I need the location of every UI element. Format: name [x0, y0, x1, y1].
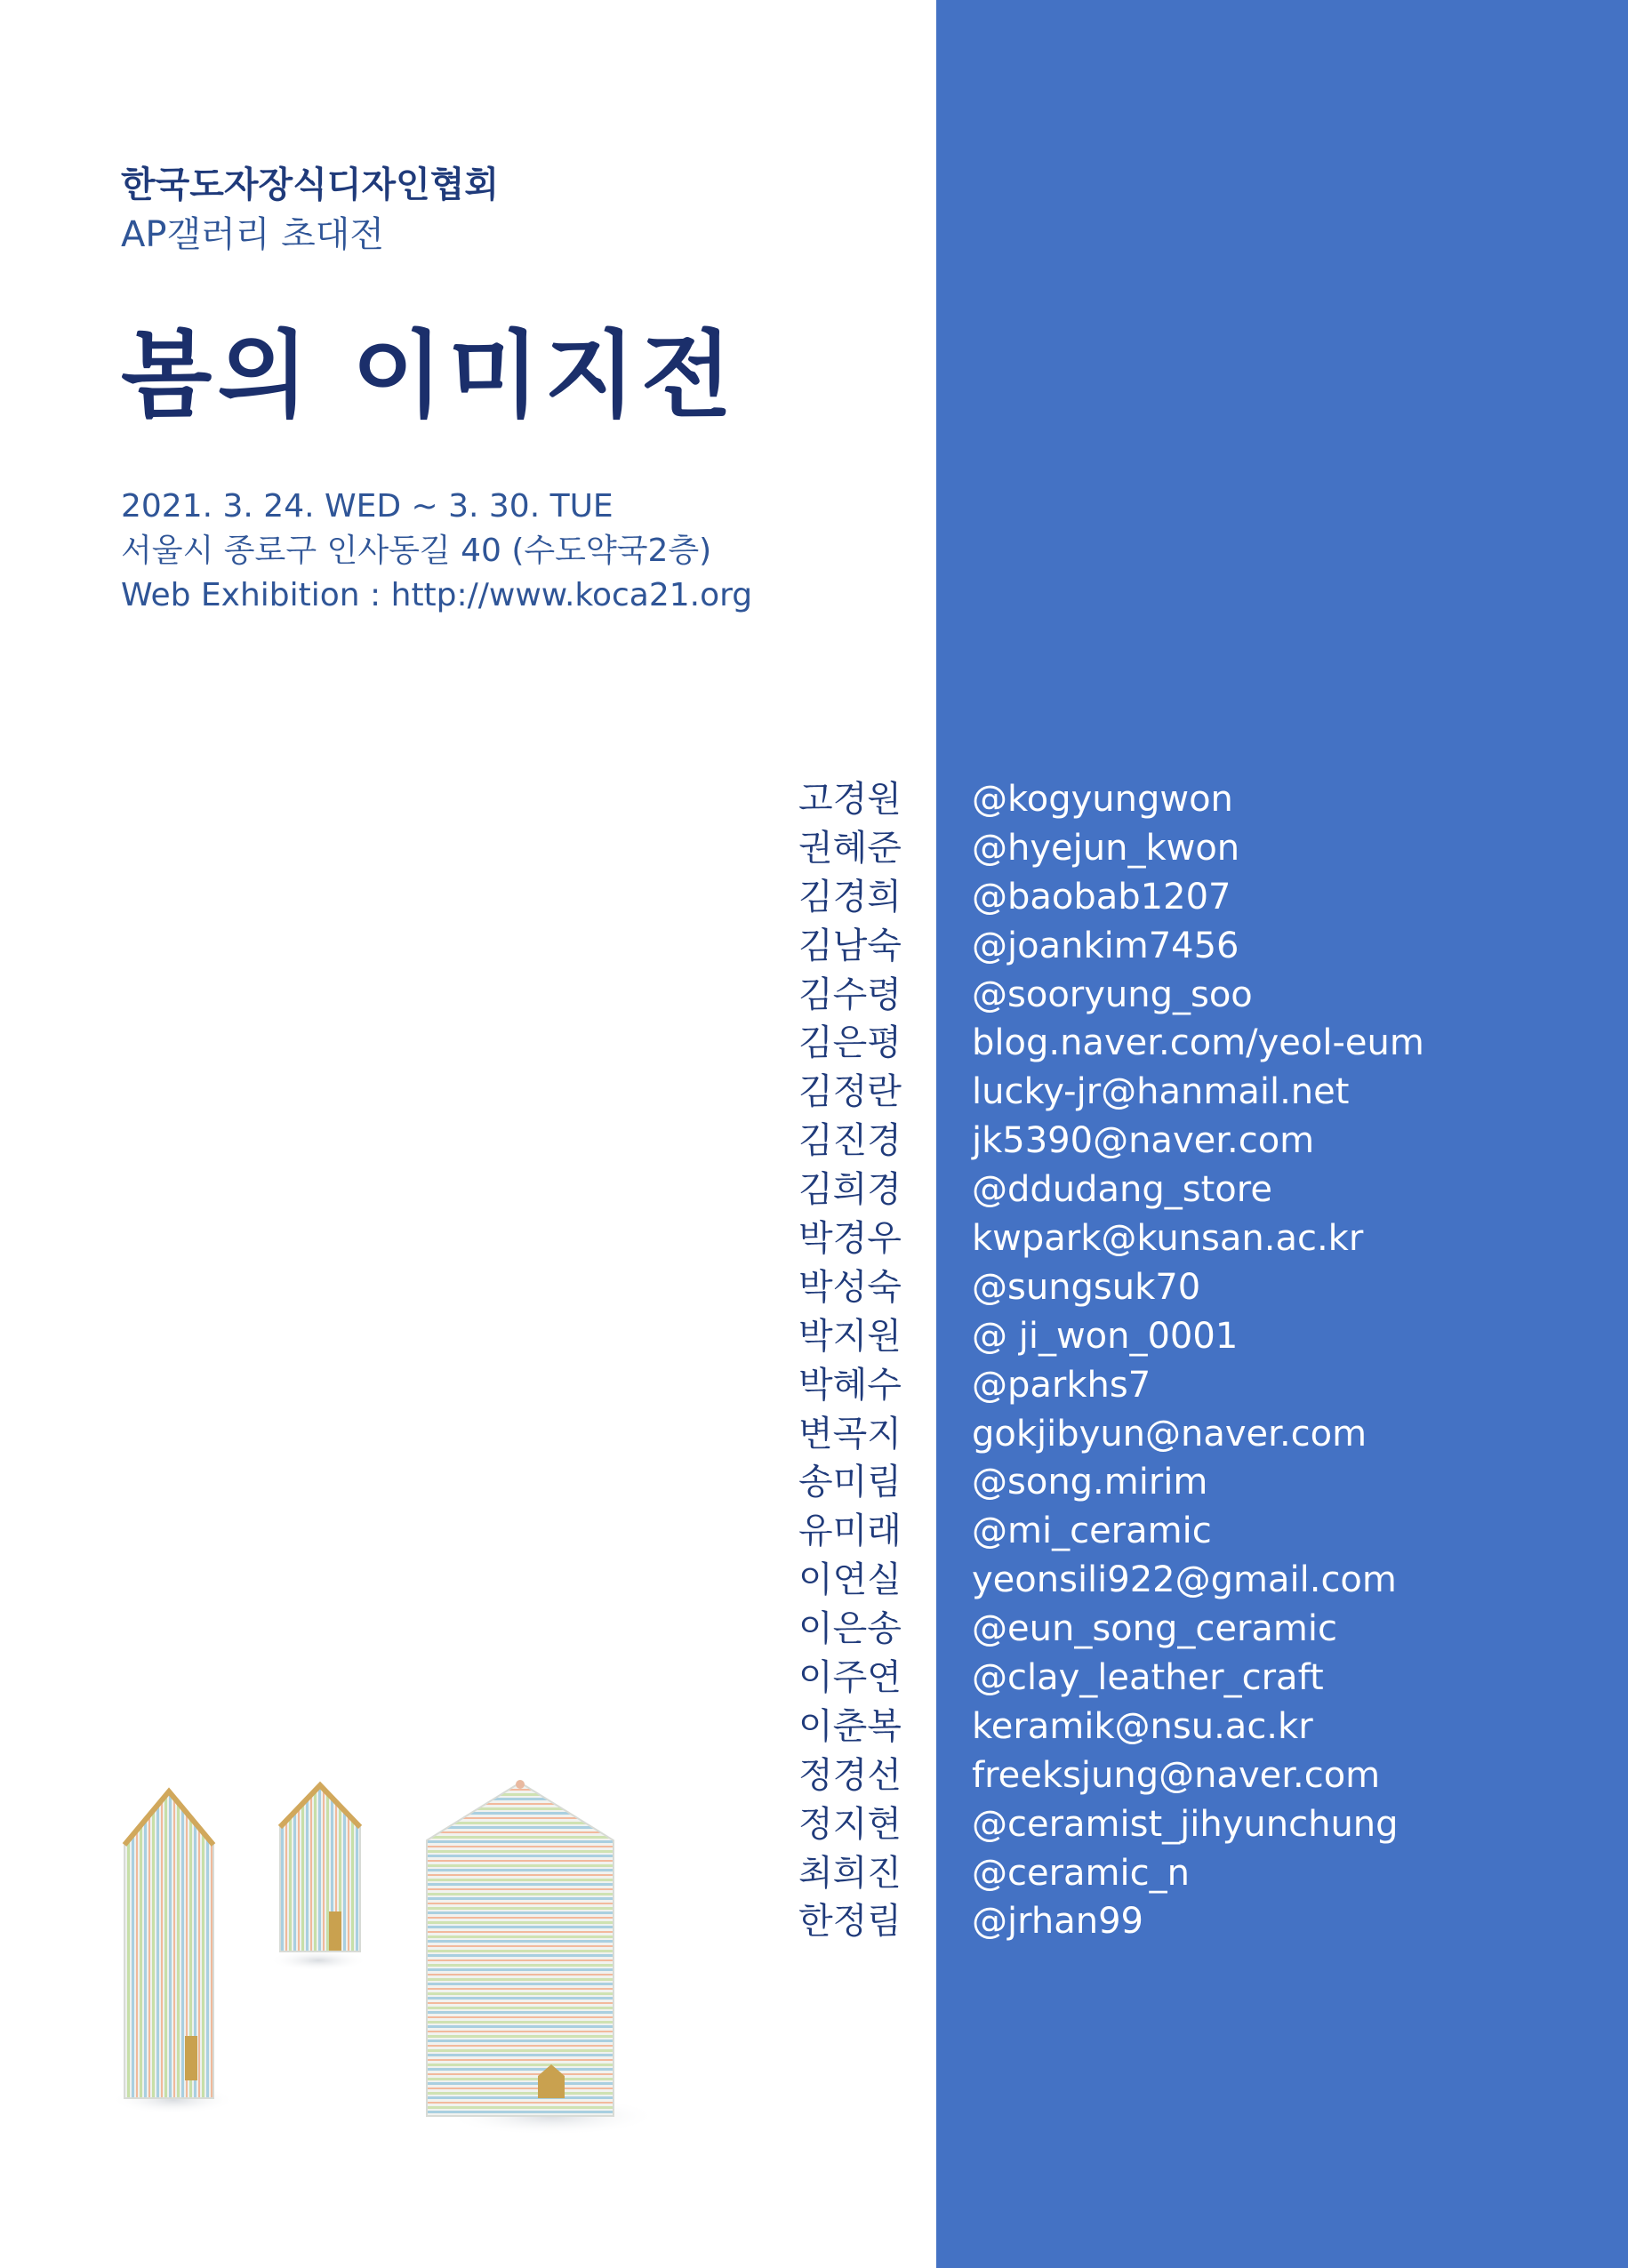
artist-contact[interactable]: @baobab1207 — [972, 876, 1231, 918]
artist-name: 이은송 — [798, 1608, 902, 1650]
ceramic-houses-image — [107, 1769, 658, 2143]
artist-contact[interactable]: lucky-jr@hanmail.net — [972, 1071, 1350, 1113]
artist-name: 변곡지 — [798, 1413, 902, 1455]
exhibition-title: 봄의 이미지전 — [121, 319, 738, 430]
artist-name: 이연실 — [798, 1559, 902, 1601]
artist-name: 이춘복 — [798, 1705, 902, 1747]
artist-contact[interactable]: @kogyungwon — [972, 779, 1233, 820]
artist-name: 김정란 — [798, 1071, 902, 1113]
artist-contact[interactable]: kwpark@kunsan.ac.kr — [972, 1218, 1364, 1260]
artist-name: 이주연 — [798, 1657, 902, 1699]
artist-name: 정경선 — [798, 1754, 902, 1796]
artist-contact[interactable]: @jrhan99 — [972, 1901, 1143, 1943]
artist-contact[interactable]: @hyejun_kwon — [972, 827, 1240, 869]
artist-name: 김경희 — [798, 876, 902, 918]
artist-contact[interactable]: @joankim7456 — [972, 925, 1239, 966]
artist-contact[interactable]: yeonsili922@gmail.com — [972, 1559, 1397, 1601]
artist-contact[interactable]: @ddudang_store — [972, 1169, 1272, 1211]
artist-contact[interactable]: @sooryung_soo — [972, 974, 1253, 1015]
artist-contact[interactable]: @eun_song_ceramic — [972, 1608, 1337, 1650]
artist-name: 김진경 — [798, 1120, 902, 1162]
artist-contact[interactable]: @ceramic_n — [972, 1852, 1190, 1894]
artist-contact[interactable]: @mi_ceramic — [972, 1511, 1212, 1552]
artist-name: 송미림 — [798, 1462, 902, 1503]
artist-contact[interactable]: @sungsuk70 — [972, 1266, 1201, 1308]
artist-name: 정지현 — [798, 1803, 902, 1845]
header — [121, 160, 499, 260]
artist-name: 박성숙 — [798, 1266, 902, 1308]
artist-name: 권혜준 — [798, 827, 902, 869]
artist-name: 유미래 — [798, 1511, 902, 1552]
artist-contact[interactable]: keramik@nsu.ac.kr — [972, 1705, 1313, 1747]
exhibition-info — [121, 485, 752, 618]
artist-contact[interactable]: blog.naver.com/yeol-eum — [972, 1022, 1424, 1064]
artist-contact[interactable]: @song.mirim — [972, 1462, 1208, 1503]
exhibition-subtitle: AP갤러리 초대전 — [121, 214, 385, 255]
artist-name: 김남숙 — [798, 925, 902, 966]
artist-name: 김은평 — [798, 1022, 902, 1064]
exhibition-dates: 2021. 3. 24. WED ~ 3. 30. TUE — [121, 488, 614, 525]
exhibition-address: 서울시 종로구 인사동길 40 (수도약국2층) — [121, 533, 712, 569]
artist-name: 박경우 — [798, 1218, 902, 1260]
artist-contact[interactable]: gokjibyun@naver.com — [972, 1413, 1367, 1455]
artist-contact[interactable]: @clay_leather_craft — [972, 1657, 1324, 1699]
artist-contact[interactable]: @ ji_won_0001 — [972, 1315, 1239, 1357]
artist-contact[interactable]: @ceramist_jihyunchung — [972, 1803, 1399, 1845]
artist-name: 한정림 — [798, 1901, 902, 1943]
web-exhibition-link[interactable]: Web Exhibition : http://www.koca21.org — [121, 577, 753, 613]
artist-name: 최희진 — [798, 1852, 902, 1894]
artist-contact[interactable]: freeksjung@naver.com — [972, 1754, 1381, 1796]
artist-name: 김수령 — [798, 974, 902, 1015]
artist-name: 김희경 — [798, 1169, 902, 1211]
artist-contact[interactable]: jk5390@naver.com — [972, 1120, 1315, 1162]
artist-name: 박지원 — [798, 1315, 902, 1357]
artist-contact[interactable]: @parkhs7 — [972, 1364, 1151, 1406]
organization-name: 한국도자장식디자인협회 — [121, 164, 500, 205]
artist-name: 박혜수 — [798, 1364, 902, 1406]
artist-name: 고경원 — [798, 779, 902, 820]
